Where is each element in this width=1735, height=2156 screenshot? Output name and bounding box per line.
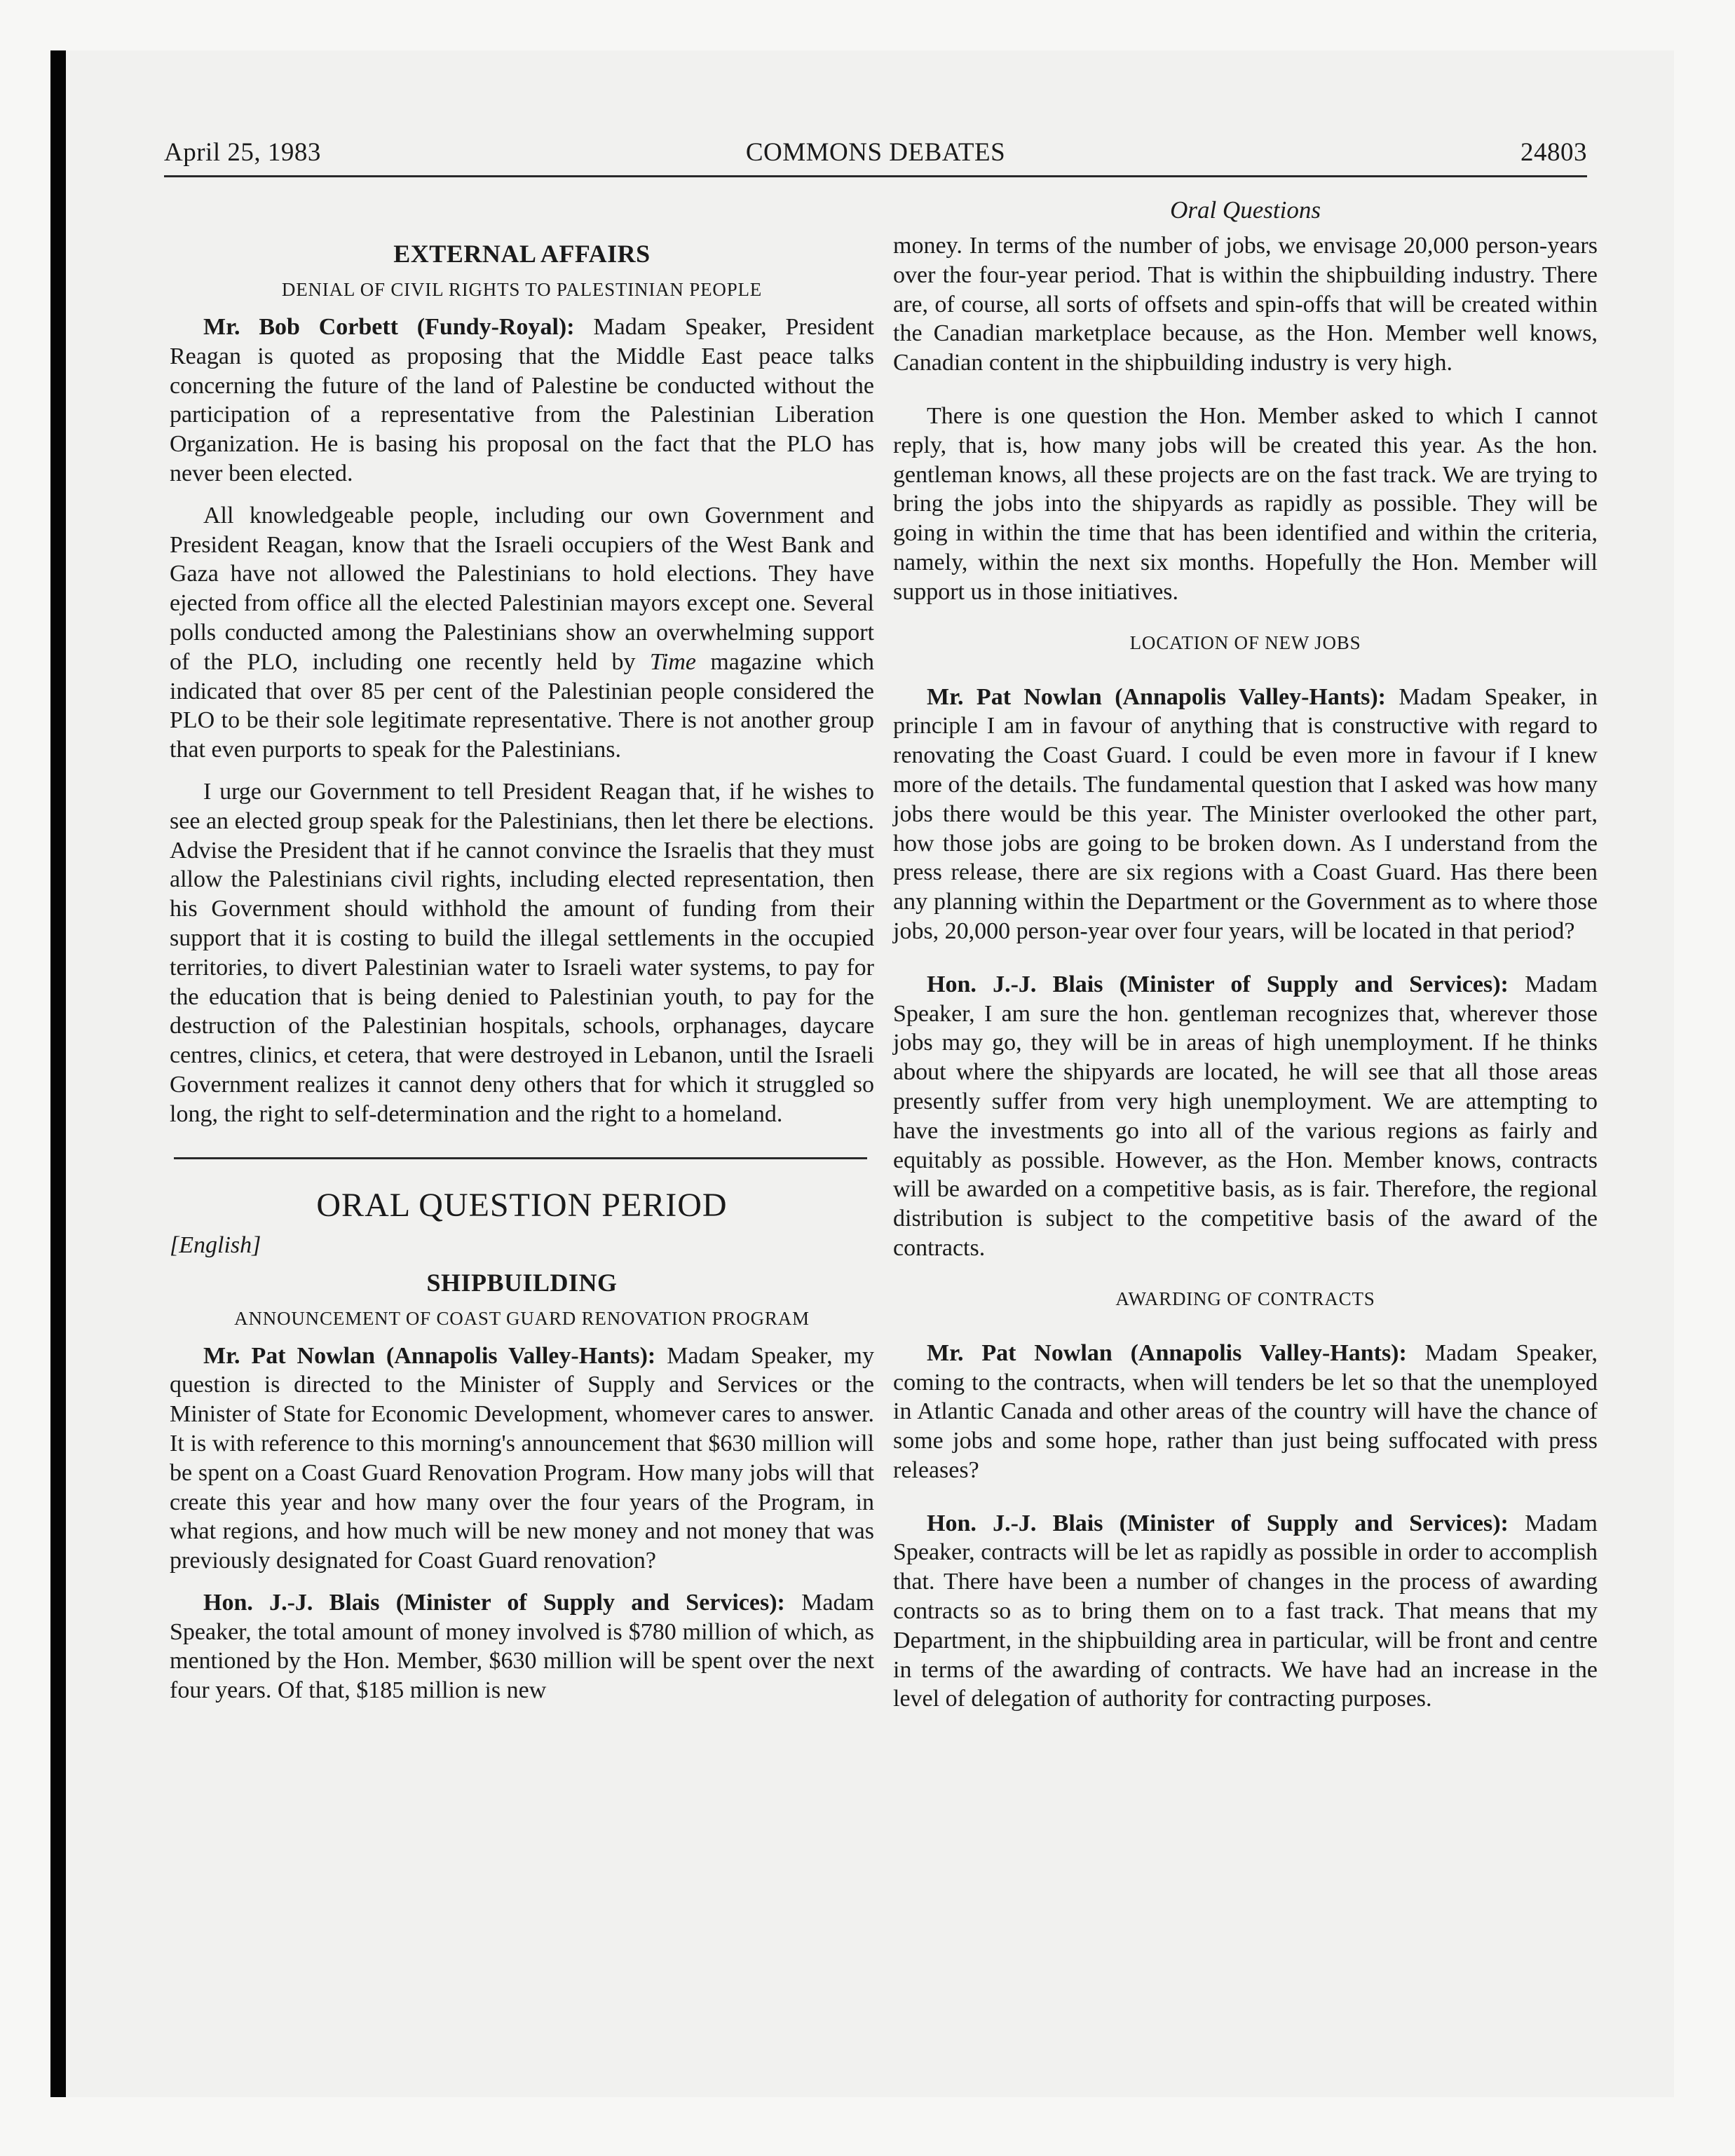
paragraph-blais-contracts bbox=[893, 1509, 1598, 1714]
right-column bbox=[893, 231, 1598, 1714]
paragraph-urge: I urge our Government to tell President Reagan that, if he wishes to see an elected group speak for the Palestinians, then let there be elections. Advise the President that if he cannot convince the Israelis that they must allow the Palestinians civil rights, including elected representation, then his Government should withhold the amount of funding from their support that it is costing to build the illegal settlements in the occupied territories, to divert Palestinian water to Israeli water systems, to pay for the education that is being denied to Palestinian youth, to pay for the destruction of the Palestinian hospitals, schools, orphanages, daycare centres, clinics, et cetera, that were destroyed in Lebanon, until the Israeli Government realizes it cannot deny others that for which it struggled so long, the right to self-determination and the right to a homeland. bbox=[170, 778, 874, 1127]
paragraph-text: Madam Speaker, coming to the contracts, when will tenders be let so that the unemployed in Atlantic Canada and other areas of the country will have the chance of some jobs and some hope, rather than just being suffocated with press releases? bbox=[893, 1339, 1598, 1483]
speaker-name: Mr. Pat Nowlan (Annapolis Valley-Hants): bbox=[927, 683, 1386, 710]
language-tag: [English] bbox=[170, 1231, 261, 1258]
subtitle-coast-guard: ANNOUNCEMENT OF COAST GUARD RENOVATION PROGRAM bbox=[234, 1307, 810, 1329]
speaker-name: Hon. J.-J. Blais (Minister of Supply and Services): bbox=[927, 971, 1509, 997]
left-column bbox=[170, 231, 874, 1705]
magazine-name: Time bbox=[649, 648, 696, 675]
paragraph-text: Madam Speaker, in principle I am in favour of anything that is constructive with regard to renovating the Coast Guard. I could be even more in favour if I knew more of the details. The fundamental question that I asked was how many jobs there would be this year. The Minister overlooked the other part, how those jobs are going to be broken down. As I understand from the press release, there are six regions with a Coast Guard. Has there been any planning within the Department or the Government as to where those jobs, 20,000 person-year over four years, will be located in that period? bbox=[893, 683, 1598, 944]
header-page-number: 24803 bbox=[1520, 138, 1587, 167]
speaker-name: Mr. Pat Nowlan (Annapolis Valley-Hants): bbox=[203, 1342, 656, 1369]
paragraph-blais-answer bbox=[170, 1588, 874, 1705]
paragraph-nowlan-contracts bbox=[893, 1339, 1598, 1485]
paragraph-corbett bbox=[170, 313, 874, 489]
speaker-name: Hon. J.-J. Blais (Minister of Supply and Services): bbox=[927, 1510, 1509, 1536]
speaker-name: Mr. Pat Nowlan (Annapolis Valley-Hants): bbox=[927, 1339, 1407, 1366]
paragraph-text: Madam Speaker, President Reagan is quoted as proposing that the Middle East peace talks concerning the future of the land of Palestine be conducted without the participation of a representative from the Palestinian Liberation Organization. He is basing his proposal on the fact that the PLO has never been elected. bbox=[170, 314, 875, 486]
paragraph-polls bbox=[170, 501, 874, 765]
paragraph-nowlan-question bbox=[170, 1342, 874, 1576]
paragraph-text: Madam Speaker, I am sure the hon. gentleman recognizes that, wherever those jobs may go, they will be in areas of high unemployment. If he thinks about where the shipyards are located, he will see that all those areas presently suffer from very high unemployment. We are attempting to have the investments go into all of the various regions as fairly and equitably as possible. However, as the Hon. Member knows, contracts will be awarded on a competitive basis, as is fair. Therefore, the regional distribution is subject to the competitive basis of the award of the contracts. bbox=[893, 971, 1598, 1261]
paragraph-text: Madam Speaker, my question is directed to the Minister of Supply and Services or the Minister of State for Economic Development, whomever cares to answer. It is with reference to this morning's announcement that $630 million will be spent on a Coast Guard Renovation Program. How many jobs will that create this year and how many over the four years of the Program, in what regions, and how much will be new money and not money that was previously designated for Coast Guard renovation? bbox=[170, 1342, 874, 1574]
paragraph-text: Madam Speaker, contracts will be let as rapidly as possible in order to accomplish that. There have been a number of changes in the process of awarding contracts so as to bring them on to a fast track. That means that my Department, in the shipbuilding area in particular, will be front and centre in terms of the awarding of contracts. We have had an increase in the level of delegation of authority for contracting purposes. bbox=[893, 1510, 1598, 1712]
speaker-name: Hon. J.-J. Blais (Minister of Supply and Services): bbox=[203, 1589, 785, 1616]
section-title-shipbuilding: SHIPBUILDING bbox=[426, 1268, 618, 1297]
header-date: April 25, 1983 bbox=[164, 138, 321, 167]
subtitle-awarding-contracts: AWARDING OF CONTRACTS bbox=[1115, 1288, 1375, 1309]
paragraph-nowlan-location bbox=[893, 683, 1598, 946]
paragraph-text: All knowledgeable people, including our own Government and President Reagan, know that the Israeli occupiers of the West Bank and Gaza have not allowed the Palestinians to hold elections. They have ejected from office all the elected Palestinian mayors except one. Several polls conducted among the Palestinians show an overwhelming support of the PLO, including one recently held by bbox=[170, 502, 874, 675]
section-title-external-affairs: EXTERNAL AFFAIRS bbox=[393, 240, 651, 268]
page-header bbox=[164, 137, 1587, 177]
running-head: Oral Questions bbox=[1170, 196, 1321, 224]
section-divider bbox=[174, 1157, 867, 1159]
paragraph-fast-track: There is one question the Hon. Member asked to which I cannot reply, that is, how many jobs will be created this year. As the hon. gentleman knows, all these projects are on the fast track. We are trying to bring the jobs into the shipyards as rapidly as possible. They will be going in within the time that has been identified and within the criteria, namely, within the next six months. Hopefully the Hon. Member will support us in those initiatives. bbox=[893, 402, 1598, 605]
speaker-name: Mr. Bob Corbett (Fundy-Royal): bbox=[203, 314, 575, 340]
header-rule bbox=[164, 175, 1587, 177]
subtitle-civil-rights: DENIAL OF CIVIL RIGHTS TO PALESTINIAN PEOPLE bbox=[281, 279, 763, 300]
paragraph-text: magazine which indicated that over 85 per cent of the Palestinian people considered the PLO to be their sole legitimate representative. There is not another group that even purports to speak for the Palestinians. bbox=[170, 648, 874, 763]
header-publication: COMMONS DEBATES bbox=[745, 138, 1006, 167]
paragraph-text: Madam Speaker, the total amount of money involved is $780 million of which, as mentioned by the Hon. Member, $630 million will be spent over the next four years. Of that, $185 million is new bbox=[170, 1589, 874, 1704]
oral-question-period-title: ORAL QUESTION PERIOD bbox=[316, 1186, 728, 1224]
paragraph-blais-unemployment bbox=[893, 970, 1598, 1263]
scan-edge bbox=[50, 50, 66, 2097]
paragraph-continued: money. In terms of the number of jobs, we envisage 20,000 person-years over the four-year period. That is within the shipbuilding industry. There are, of course, all sorts of offsets and spin-offs that will be created within the Canadian marketplace because, as the Hon. Member well knows, Canadian content in the shipbuilding industry is very high. bbox=[893, 233, 1598, 376]
subtitle-location-jobs: LOCATION OF NEW JOBS bbox=[1129, 632, 1361, 653]
